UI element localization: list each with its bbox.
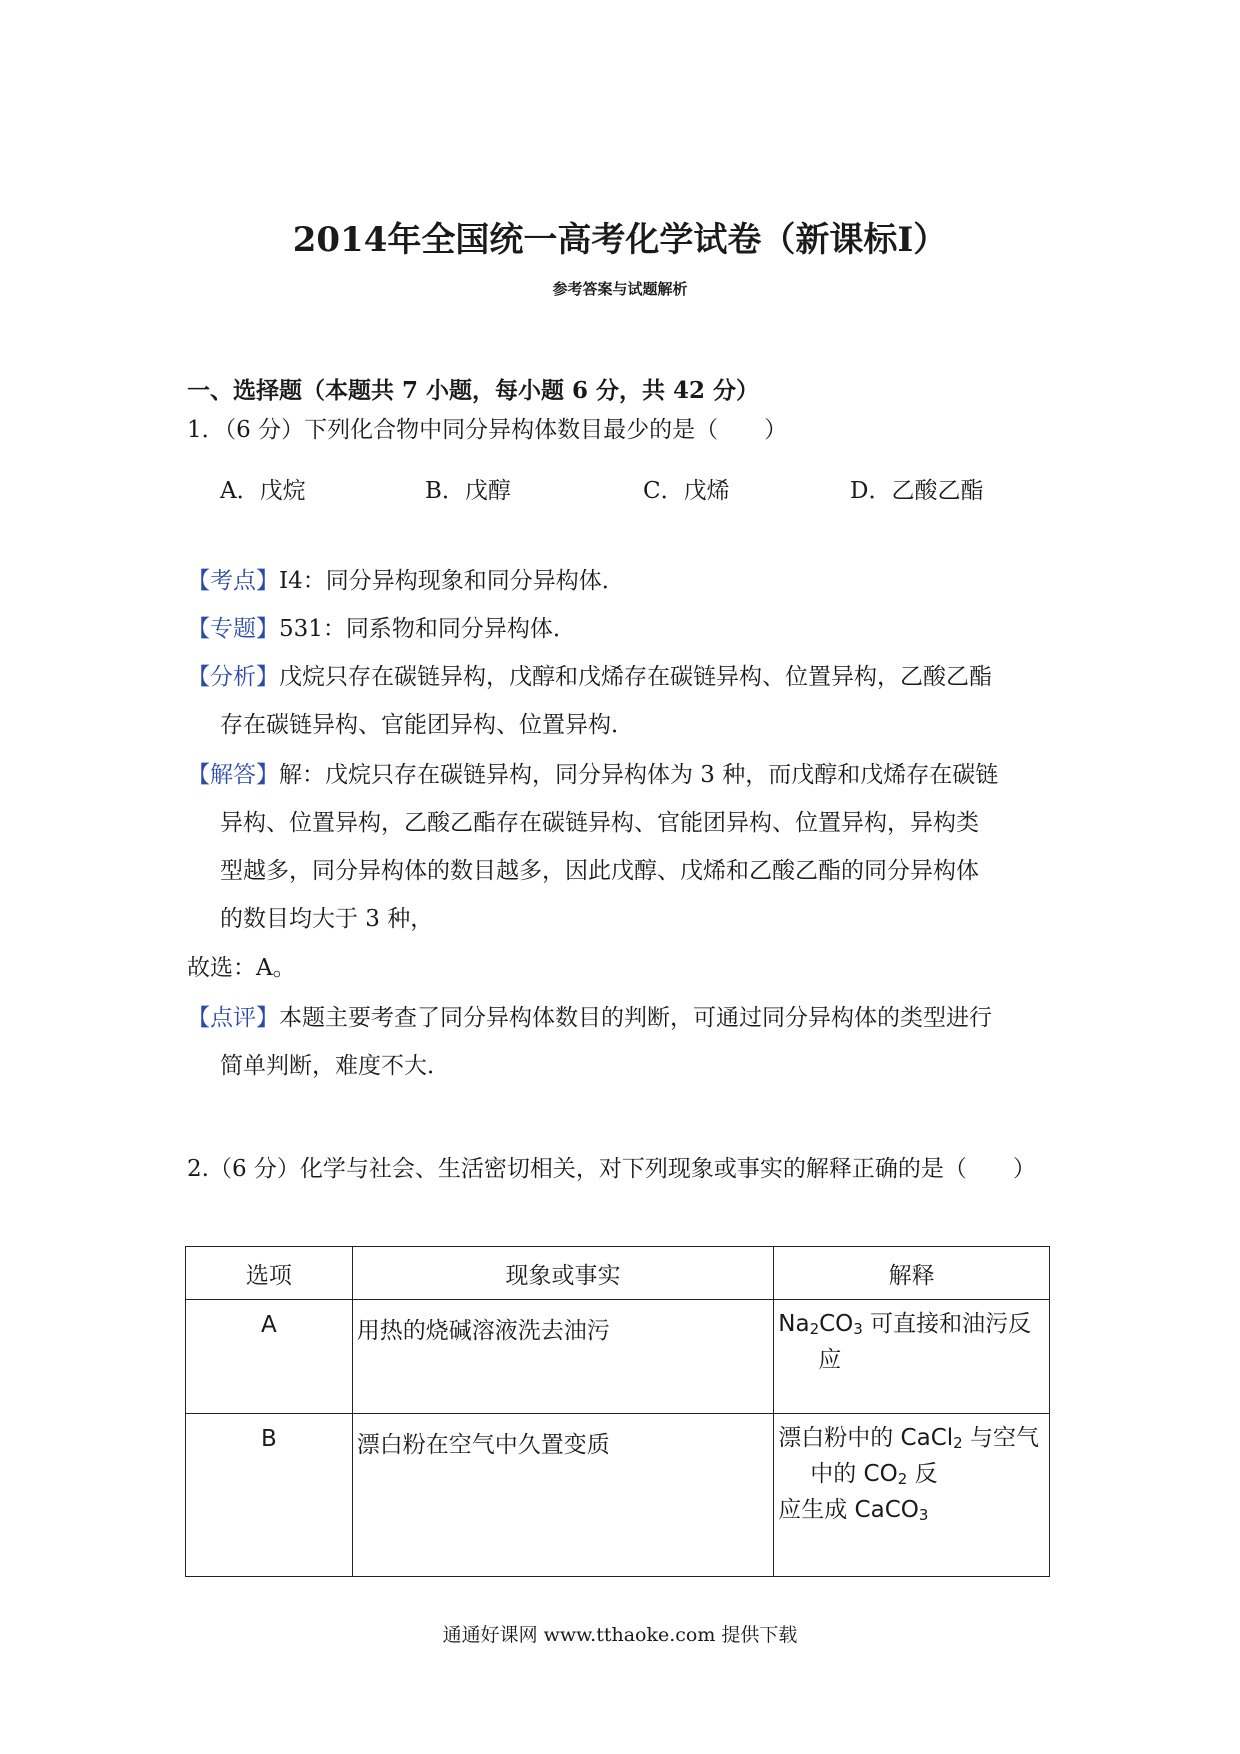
row-a-exp-line-2: 应 (818, 1347, 842, 1373)
jieda-line-4: 的数目均大于 3 种， (220, 906, 434, 932)
row-a-exp-sub2: 2 (809, 1320, 820, 1338)
row-a-exp-rest: 可直接和油污反 (862, 1311, 1032, 1337)
header-explanation: 解释 (774, 1247, 1050, 1300)
jieda-line-3: 型越多，同分异构体的数目越多，因此戊醇、戊烯和乙酸乙酯的同分异构体 (220, 858, 979, 884)
page-subtitle: 参考答案与试题解析 (552, 280, 688, 298)
row-a-explanation (774, 1300, 1050, 1414)
table-row (186, 1300, 1050, 1414)
header-option: 选项 (186, 1247, 353, 1300)
fenxi-line-1: 戊烷只存在碳链异构，戊醇和戊烯存在碳链异构、位置异构，乙酸乙酯 (279, 664, 992, 690)
kaodian-tag: 【考点】 (187, 568, 279, 594)
page-title: 2014年全国统一高考化学试卷（新课标I） (292, 220, 948, 260)
row-b-exp-line2a: 中的 CO (810, 1461, 898, 1487)
q1-option-d: D．乙酸乙酯 (850, 478, 984, 504)
q1-dianping (187, 1003, 992, 1033)
zhuanti-text: 531：同系物和同分异构体． (279, 616, 576, 642)
row-b-exp-line2-sub: 2 (897, 1470, 908, 1488)
jieda-line-2: 异构、位置异构，乙酸乙酯存在碳链异构、官能团异构、位置异构，异构类 (220, 810, 979, 836)
row-b-option: B (186, 1414, 353, 1577)
kaodian-text: I4：同分异构现象和同分异构体． (279, 568, 625, 594)
jieda-line-1: 解：戊烷只存在碳链异构，同分异构体为 3 种，而戊醇和戊烯存在碳链 (279, 762, 999, 788)
row-a-option: A (186, 1300, 353, 1414)
table-header-row (186, 1247, 1050, 1300)
q2-stem: 2.（6 分）化学与社会、生活密切相关，对下列现象或事实的解释正确的是（ ） (187, 1156, 1036, 1182)
zhuanti-tag: 【专题】 (187, 616, 279, 642)
section-heading: 一、选择题（本题共 7 小题，每小题 6 分，共 42 分） (187, 377, 760, 404)
row-a-exp-co: CO (819, 1311, 854, 1337)
q1-jieda (187, 760, 998, 790)
q1-answer: 故选：A。 (187, 955, 296, 981)
row-b-exp-line1-sub: 2 (953, 1434, 963, 1452)
q1-fenxi (187, 662, 992, 692)
dianping-line-1: 本题主要考查了同分异构体数目的判断，可通过同分异构体的类型进行 (279, 1005, 992, 1031)
header-phenomenon: 现象或事实 (352, 1247, 773, 1300)
dianping-line-2: 简单判断，难度不大． (220, 1053, 450, 1079)
row-a-phenomenon: 用热的烧碱溶液洗去油污 (352, 1300, 773, 1414)
jieda-tag: 【解答】 (187, 762, 279, 788)
q1-zhuanti (187, 614, 576, 644)
row-a-exp-sub3: 3 (853, 1320, 863, 1338)
row-b-exp-line3a: 应生成 CaCO (778, 1497, 919, 1523)
row-b-exp-line2b: 反 (907, 1461, 938, 1487)
fenxi-tag: 【分析】 (187, 664, 279, 690)
row-b-phenomenon: 漂白粉在空气中久置变质 (352, 1414, 773, 1577)
dianping-tag: 【点评】 (187, 1005, 279, 1031)
q1-option-c: C．戊烯 (643, 478, 730, 504)
row-b-exp-line1b: 与空气 (962, 1425, 1040, 1451)
fenxi-line-2: 存在碳链异构、官能团异构、位置异构． (220, 712, 634, 738)
table-row (186, 1414, 1050, 1577)
row-b-exp-line3-sub: 3 (918, 1506, 929, 1524)
q2-table (185, 1246, 1050, 1577)
q1-kaodian (187, 566, 625, 596)
q1-stem: 1．（6 分）下列化合物中同分异构体数目最少的是（ ） (187, 417, 788, 443)
row-b-explanation (774, 1414, 1050, 1577)
row-b-exp-line1a: 漂白粉中的 CaCl (778, 1425, 954, 1451)
row-a-exp-na: Na (778, 1311, 810, 1337)
q1-option-b: B．戊醇 (425, 478, 511, 504)
q1-option-a: A．戊烷 (220, 478, 306, 504)
page-footer: 通通好课网 www.tthaoke.com 提供下载 (442, 1624, 798, 1646)
